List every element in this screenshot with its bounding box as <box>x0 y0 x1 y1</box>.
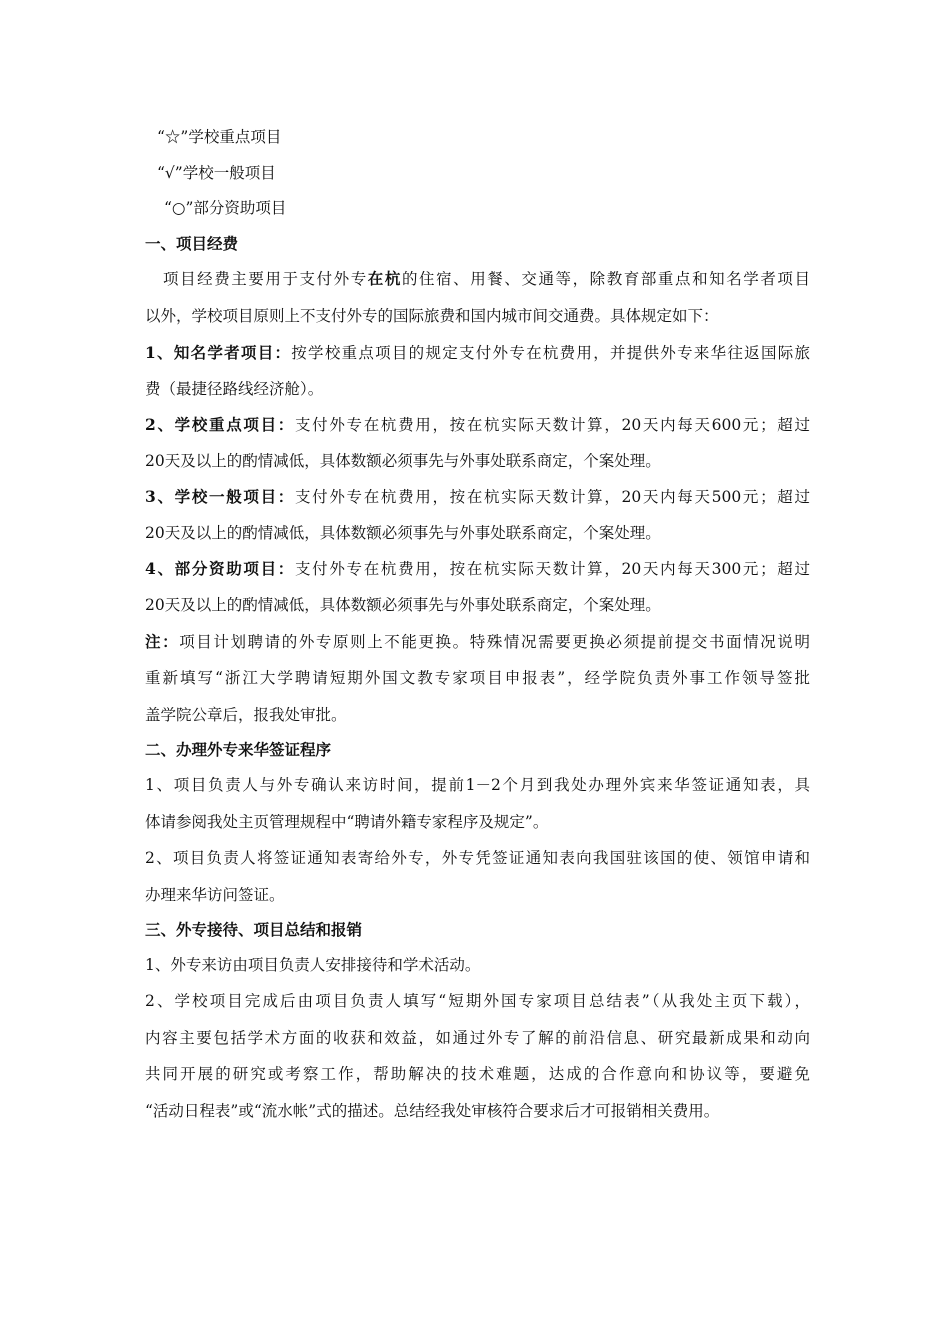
s1-note-line-1 <box>145 632 810 652</box>
s1-note-line-3: 盖学院公章后，报我处审批。 <box>145 706 347 724</box>
s1-note-label: 注： <box>145 632 180 651</box>
legend-circle: “○”部分资助项目 <box>164 199 287 217</box>
s1-item-2-cont: 20天及以上的酌情减低，具体数额必须事先与外事处联系商定，个案处理。 <box>145 452 661 470</box>
s2-p2-line-2: 办理来华访问签证。 <box>145 886 285 904</box>
s1-item-3 <box>145 487 810 507</box>
s1-item-3-label: 3、学校一般项目： <box>145 487 295 506</box>
s1-item-2-label: 2、学校重点项目： <box>145 415 295 434</box>
s2-p1-line-1: 1、项目负责人与外专确认来访时间，提前1－2个月到我处办理外宾来华签证通知表，具 <box>145 776 810 794</box>
s3-p2-line-1: 2、学校项目完成后由项目负责人填写“短期外国专家项目总结表”（从我处主页下载）， <box>145 992 810 1010</box>
legend-star: “☆”学校重点项目 <box>157 128 282 146</box>
s2-p1-line-2: 体请参阅我处主页管理规程中“聘请外籍专家程序及规定”。 <box>145 813 549 831</box>
s1-item-1-text: 按学校重点项目的规定支付外专在杭费用，并提供外专来华往返国际旅 <box>291 344 810 362</box>
s1-intro-part-c: 的住宿、用餐、交通等，除教育部重点和知名学者项目 <box>401 270 810 288</box>
s3-p2-line-4: “活动日程表”或“流水帐”式的描述。总结经我处审核符合要求后才可报销相关费用。 <box>145 1102 720 1120</box>
s1-intro-line-1 <box>163 269 810 289</box>
s1-item-2 <box>145 415 810 435</box>
s1-item-1 <box>145 343 810 363</box>
legend-check: “√”学校一般项目 <box>157 164 276 182</box>
s2-p2-line-1: 2、项目负责人将签证通知表寄给外专，外专凭签证通知表向我国驻该国的使、领馆申请和 <box>145 849 810 867</box>
s1-item-4 <box>145 559 810 579</box>
section-2-heading: 二、办理外专来华签证程序 <box>145 740 332 759</box>
s1-item-3-text: 支付外专在杭费用，按在杭实际天数计算，20天内每天500元；超过 <box>294 488 810 506</box>
s1-item-2-text: 支付外专在杭费用，按在杭实际天数计算，20天内每天600元；超过 <box>294 416 810 434</box>
s1-item-1-label: 1、知名学者项目： <box>145 343 292 362</box>
s1-item-1-cont: 费（最捷径路线经济舱）。 <box>145 380 324 398</box>
s3-p2-line-3: 共同开展的研究或考察工作，帮助解决的技术难题，达成的合作意向和协议等，要避免 <box>145 1065 810 1083</box>
s1-item-3-cont: 20天及以上的酌情减低，具体数额必须事先与外事处联系商定，个案处理。 <box>145 524 661 542</box>
s1-item-4-text: 支付外专在杭费用，按在杭实际天数计算，20天内每天300元；超过 <box>294 560 810 578</box>
s1-item-4-cont: 20天及以上的酌情减低，具体数额必须事先与外事处联系商定，个案处理。 <box>145 596 661 614</box>
s3-p2-line-2: 内容主要包括学术方面的收获和效益，如通过外专了解的前沿信息、研究最新成果和动向 <box>145 1029 810 1047</box>
s1-item-4-label: 4、部分资助项目： <box>145 559 295 578</box>
s1-intro-bold: 在杭 <box>367 269 402 288</box>
section-3-heading: 三、外专接待、项目总结和报销 <box>145 920 363 939</box>
s1-intro-part-a: 项目经费主要用于支付外专 <box>163 270 368 288</box>
s1-note-line-2: 重新填写“浙江大学聘请短期外国文教专家项目申报表”，经学院负责外事工作领导签批 <box>145 669 810 687</box>
section-1-heading: 一、项目经费 <box>145 234 239 253</box>
s3-p1: 1、外专来访由项目负责人安排接待和学术活动。 <box>145 956 481 974</box>
s1-intro-line-2: 以外，学校项目原则上不支付外专的国际旅费和国内城市间交通费。具体规定如下： <box>145 307 719 325</box>
s1-note-text: 项目计划聘请的外专原则上不能更换。特殊情况需要更换必须提前提交书面情况说明 <box>179 633 810 651</box>
